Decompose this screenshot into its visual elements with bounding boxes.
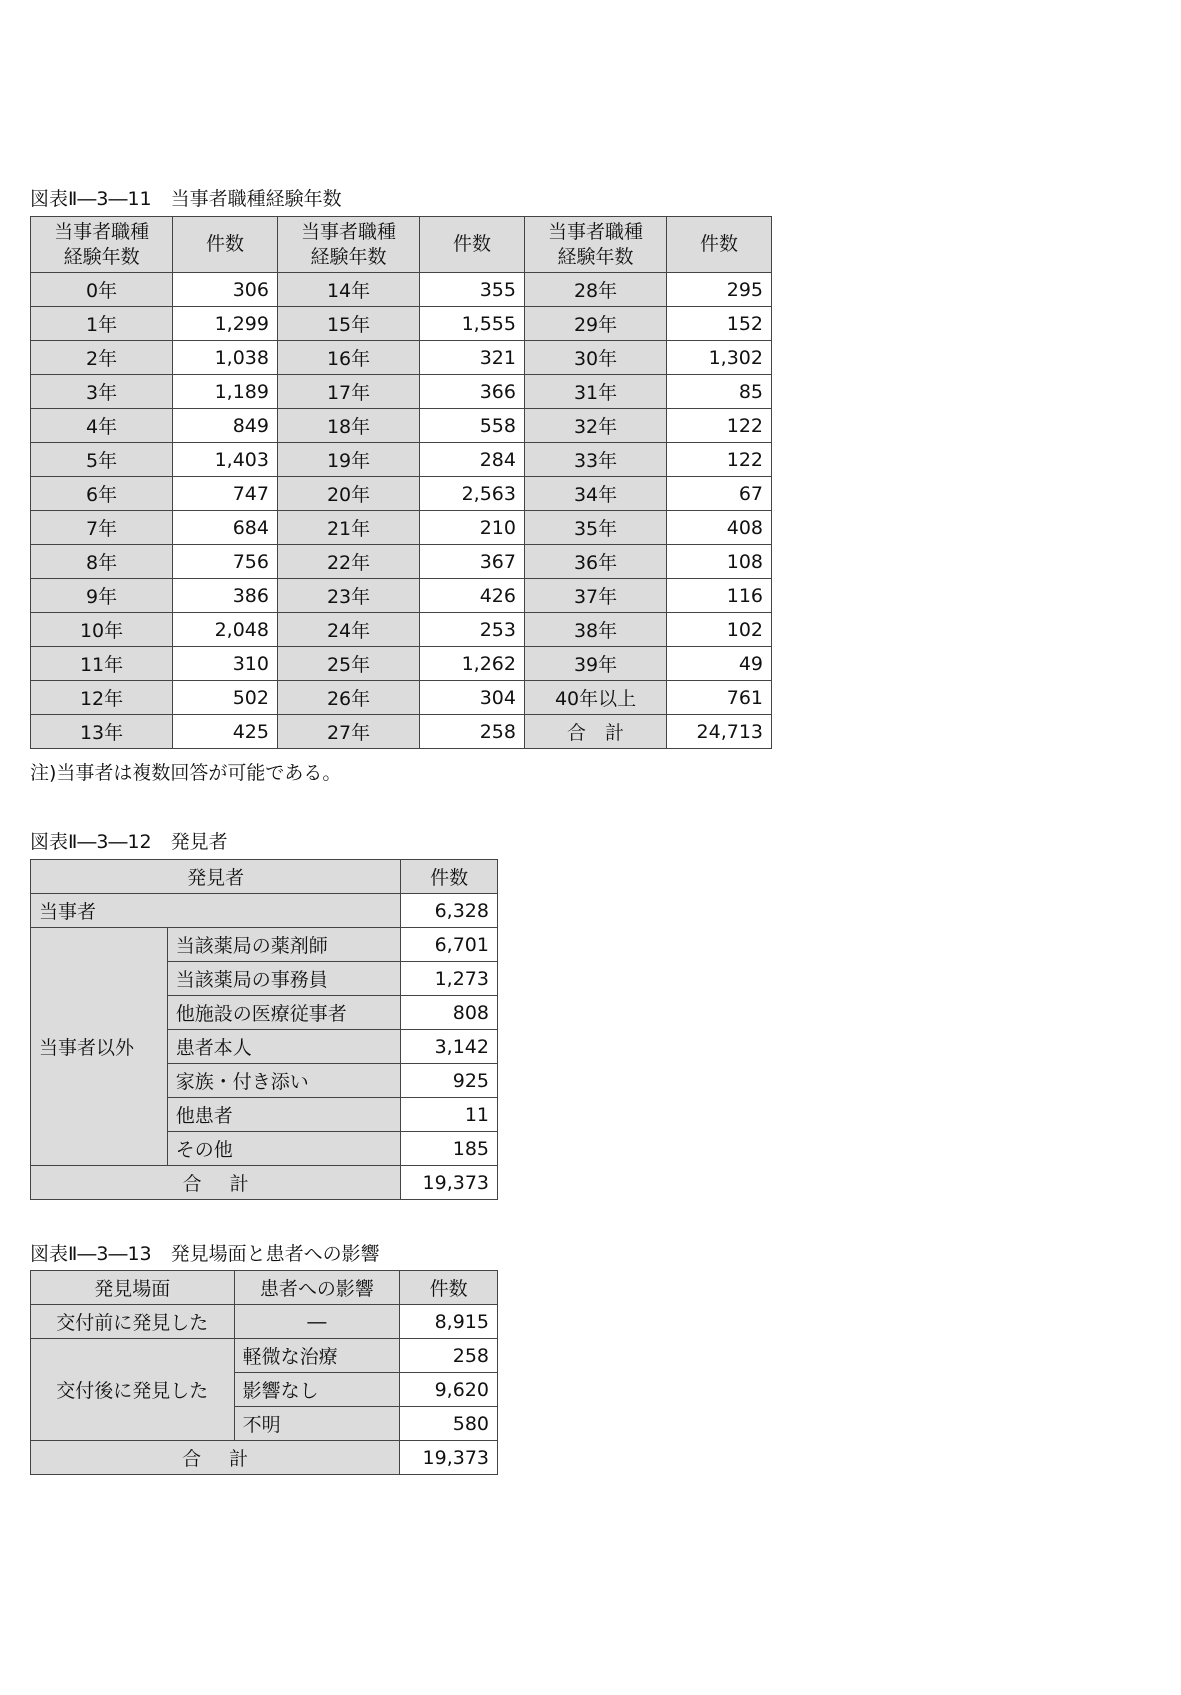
count-value: 756 xyxy=(173,545,278,579)
table-row xyxy=(31,511,772,545)
count-value: 310 xyxy=(173,647,278,681)
years-label: 28年 xyxy=(524,273,666,307)
count-value: 1,302 xyxy=(667,341,772,375)
count-value: 102 xyxy=(667,613,772,647)
years-label: 37年 xyxy=(524,579,666,613)
years-label: 39年 xyxy=(524,647,666,681)
header-count-3: 件数 xyxy=(667,217,772,273)
years-label: 3年 xyxy=(31,375,173,409)
count-value: 425 xyxy=(173,715,278,749)
count-value: 85 xyxy=(667,375,772,409)
header-years-1: 当事者職種 経験年数 xyxy=(31,217,173,273)
years-label: 1年 xyxy=(31,307,173,341)
discovery-scene-table xyxy=(30,1270,498,1475)
impact-value: 258 xyxy=(400,1339,498,1373)
row-value: 1,273 xyxy=(401,962,498,996)
total-value: 19,373 xyxy=(400,1441,498,1475)
total-row xyxy=(31,1441,498,1475)
years-label: 7年 xyxy=(31,511,173,545)
row-label: 家族・付き添い xyxy=(167,1064,400,1098)
years-label: 29年 xyxy=(524,307,666,341)
count-value: 108 xyxy=(667,545,772,579)
count-value: 849 xyxy=(173,409,278,443)
discoverer-table xyxy=(30,859,498,1200)
table1-note: 注)当事者は複数回答が可能である。 xyxy=(30,762,342,784)
count-value: 1,262 xyxy=(420,647,525,681)
impact-before: ― xyxy=(234,1305,400,1339)
count-value: 386 xyxy=(173,579,278,613)
header-count-1: 件数 xyxy=(173,217,278,273)
years-label: 17年 xyxy=(277,375,419,409)
years-label: 12年 xyxy=(31,681,173,715)
row-label: 他施設の医療従事者 xyxy=(167,996,400,1030)
scene-before: 交付前に発見した xyxy=(31,1305,235,1339)
years-label: 38年 xyxy=(524,613,666,647)
table-row xyxy=(31,307,772,341)
count-value: 304 xyxy=(420,681,525,715)
count-value: 367 xyxy=(420,545,525,579)
table3-header-row xyxy=(31,1271,498,1305)
table-row xyxy=(31,613,772,647)
table-row xyxy=(31,341,772,375)
count-value: 49 xyxy=(667,647,772,681)
table-row xyxy=(31,1339,498,1373)
years-label: 2年 xyxy=(31,341,173,375)
count-value: 684 xyxy=(173,511,278,545)
total-row xyxy=(31,1166,498,1200)
total-label: 合 計 xyxy=(524,715,666,749)
experience-years-table xyxy=(30,216,772,749)
table-row xyxy=(31,894,498,928)
header-years-3: 当事者職種 経験年数 xyxy=(524,217,666,273)
years-label: 8年 xyxy=(31,545,173,579)
table-row xyxy=(31,375,772,409)
total-label: 合 計 xyxy=(31,1441,400,1475)
years-label: 21年 xyxy=(277,511,419,545)
years-label: 36年 xyxy=(524,545,666,579)
impact-label: 軽微な治療 xyxy=(234,1339,400,1373)
impact-label: 不明 xyxy=(234,1407,400,1441)
years-label: 33年 xyxy=(524,443,666,477)
count-value: 2,048 xyxy=(173,613,278,647)
header-discoverer: 発見者 xyxy=(31,860,401,894)
years-label: 34年 xyxy=(524,477,666,511)
count-value: 67 xyxy=(667,477,772,511)
table2-caption: 図表Ⅱ―3―12 発見者 xyxy=(30,831,228,853)
table-row xyxy=(31,409,772,443)
table-row xyxy=(31,477,772,511)
count-value: 747 xyxy=(173,477,278,511)
years-label: 11年 xyxy=(31,647,173,681)
table-row xyxy=(31,579,772,613)
count-value: 366 xyxy=(420,375,525,409)
table-row xyxy=(31,928,498,962)
years-label: 22年 xyxy=(277,545,419,579)
table-row xyxy=(31,681,772,715)
header-years-2: 当事者職種 経験年数 xyxy=(277,217,419,273)
years-label: 35年 xyxy=(524,511,666,545)
years-label: 30年 xyxy=(524,341,666,375)
count-value: 152 xyxy=(667,307,772,341)
table2-header-row xyxy=(31,860,498,894)
count-value: 1,555 xyxy=(420,307,525,341)
count-value: 321 xyxy=(420,341,525,375)
row-value: 11 xyxy=(401,1098,498,1132)
row-value-self: 6,328 xyxy=(401,894,498,928)
table-row xyxy=(31,1305,498,1339)
scene-after: 交付後に発見した xyxy=(31,1339,235,1441)
impact-value: 9,620 xyxy=(400,1373,498,1407)
row-value: 185 xyxy=(401,1132,498,1166)
count-value: 1,299 xyxy=(173,307,278,341)
count-value: 761 xyxy=(667,681,772,715)
years-label: 26年 xyxy=(277,681,419,715)
years-label: 13年 xyxy=(31,715,173,749)
years-label: 25年 xyxy=(277,647,419,681)
table1-body xyxy=(31,273,772,749)
table-row xyxy=(31,443,772,477)
count-value: 1,038 xyxy=(173,341,278,375)
years-label: 9年 xyxy=(31,579,173,613)
row-value: 6,701 xyxy=(401,928,498,962)
count-value: 1,189 xyxy=(173,375,278,409)
count-value: 558 xyxy=(420,409,525,443)
years-label: 24年 xyxy=(277,613,419,647)
row-value: 808 xyxy=(401,996,498,1030)
count-value: 295 xyxy=(667,273,772,307)
count-value: 258 xyxy=(420,715,525,749)
row-label: 患者本人 xyxy=(167,1030,400,1064)
count-value: 116 xyxy=(667,579,772,613)
table1-header-row xyxy=(31,217,772,273)
count-value: 253 xyxy=(420,613,525,647)
impact-label: 影響なし xyxy=(234,1373,400,1407)
total-value: 19,373 xyxy=(401,1166,498,1200)
header-count: 件数 xyxy=(400,1271,498,1305)
table1-caption: 図表Ⅱ―3―11 当事者職種経験年数 xyxy=(30,188,342,210)
years-label: 14年 xyxy=(277,273,419,307)
row-label-self: 当事者 xyxy=(31,894,401,928)
count-value: 2,563 xyxy=(420,477,525,511)
row-label: 当該薬局の事務員 xyxy=(167,962,400,996)
years-label: 5年 xyxy=(31,443,173,477)
years-label: 15年 xyxy=(277,307,419,341)
header-count: 件数 xyxy=(401,860,498,894)
years-label: 0年 xyxy=(31,273,173,307)
years-label: 32年 xyxy=(524,409,666,443)
impact-value: 580 xyxy=(400,1407,498,1441)
group-label-others: 当事者以外 xyxy=(31,928,168,1166)
table3-caption: 図表Ⅱ―3―13 発見場面と患者への影響 xyxy=(30,1243,380,1265)
years-label: 31年 xyxy=(524,375,666,409)
total-label: 合 計 xyxy=(31,1166,401,1200)
table-row xyxy=(31,545,772,579)
years-label: 4年 xyxy=(31,409,173,443)
total-value: 24,713 xyxy=(667,715,772,749)
row-label: その他 xyxy=(167,1132,400,1166)
years-label: 10年 xyxy=(31,613,173,647)
row-value: 925 xyxy=(401,1064,498,1098)
years-label: 23年 xyxy=(277,579,419,613)
row-value: 3,142 xyxy=(401,1030,498,1064)
row-label: 当該薬局の薬剤師 xyxy=(167,928,400,962)
years-label: 20年 xyxy=(277,477,419,511)
header-count-2: 件数 xyxy=(420,217,525,273)
count-value: 408 xyxy=(667,511,772,545)
years-label: 27年 xyxy=(277,715,419,749)
table-row xyxy=(31,715,772,749)
row-label: 他患者 xyxy=(167,1098,400,1132)
header-scene: 発見場面 xyxy=(31,1271,235,1305)
count-value: 1,403 xyxy=(173,443,278,477)
count-value: 284 xyxy=(420,443,525,477)
value-before: 8,915 xyxy=(400,1305,498,1339)
table-row xyxy=(31,647,772,681)
count-value: 210 xyxy=(420,511,525,545)
count-value: 502 xyxy=(173,681,278,715)
years-label: 16年 xyxy=(277,341,419,375)
years-label: 6年 xyxy=(31,477,173,511)
header-impact: 患者への影響 xyxy=(234,1271,400,1305)
count-value: 122 xyxy=(667,443,772,477)
years-label: 19年 xyxy=(277,443,419,477)
years-label: 40年以上 xyxy=(524,681,666,715)
count-value: 355 xyxy=(420,273,525,307)
count-value: 122 xyxy=(667,409,772,443)
table-row xyxy=(31,273,772,307)
count-value: 426 xyxy=(420,579,525,613)
count-value: 306 xyxy=(173,273,278,307)
years-label: 18年 xyxy=(277,409,419,443)
